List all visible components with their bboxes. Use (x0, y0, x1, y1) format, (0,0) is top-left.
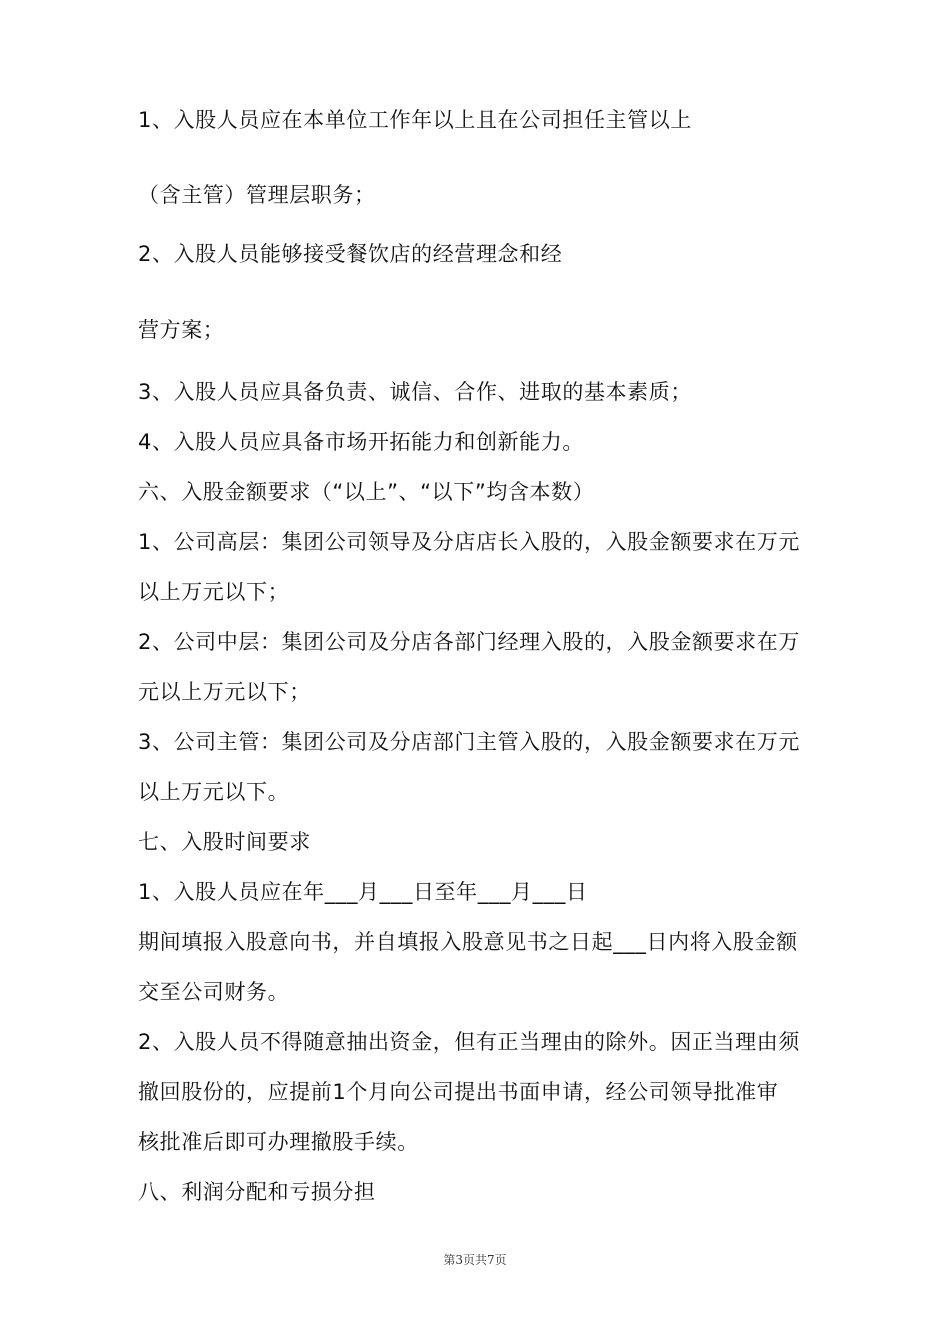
text-line-2: （含主管）管理层职务； (138, 183, 376, 207)
text-line-15: 1、入股人员应在年___月___日至年___月___日 (138, 880, 588, 904)
text-line-8: 1、公司高层：集团公司领导及分店店长入股的，入股金额要求在万元 (138, 530, 800, 554)
text-line-17: 交至公司财务。 (138, 980, 290, 1004)
text-line-10: 2、公司中层：集团公司及分店各部门经理入股的，入股金额要求在万 (138, 630, 800, 654)
text-line-20: 核批准后即可办理撤股手续。 (138, 1130, 419, 1154)
page-number-footer: 第3页共7页 (443, 1253, 507, 1267)
text-line-5: 3、入股人员应具备负责、诚信、合作、进取的基本素质； (138, 380, 692, 404)
section-heading-8: 八、利润分配和亏损分担 (138, 1180, 376, 1204)
text-line-13: 以上万元以下。 (138, 780, 290, 804)
text-line-3: 2、入股人员能够接受餐饮店的经营理念和经 (138, 242, 563, 266)
text-line-12: 3、公司主管：集团公司及分店部门主管入股的，入股金额要求在万元 (138, 730, 800, 754)
text-line-1: 1、入股人员应在本单位工作年以上且在公司担任主管以上 (138, 108, 692, 132)
text-line-6: 4、入股人员应具备市场开拓能力和创新能力。 (138, 430, 584, 454)
text-line-4: 营方案； (138, 318, 225, 342)
text-line-11: 元以上万元以下； (138, 680, 311, 704)
section-heading-6: 六、入股金额要求（“以上”、“以下”均含本数） (138, 480, 595, 504)
text-line-18: 2、入股人员不得随意抽出资金，但有正当理由的除外。因正当理由须 (138, 1030, 800, 1054)
text-line-19: 撤回股份的，应提前1个月向公司提出书面申请，经公司领导批准审 (138, 1080, 779, 1104)
text-line-16: 期间填报入股意向书，并自填报入股意见书之日起___日内将入股金额 (138, 930, 798, 954)
text-line-9: 以上万元以下； (138, 580, 290, 604)
section-heading-7: 七、入股时间要求 (138, 830, 311, 854)
